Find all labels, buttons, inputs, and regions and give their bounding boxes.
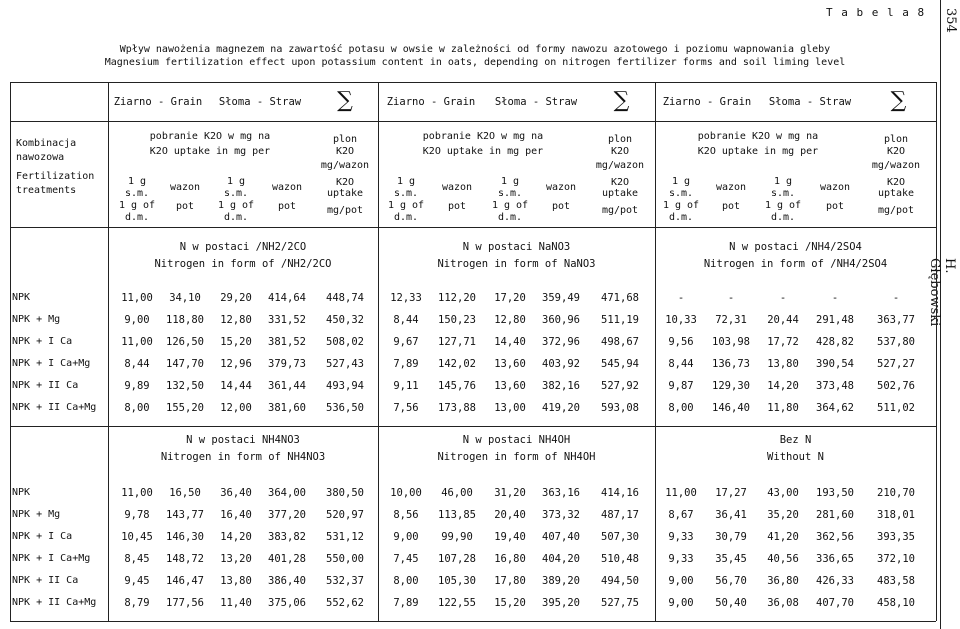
table-cell: 129,30: [712, 380, 750, 392]
pot-label-1-1: pot: [447, 201, 467, 212]
k2o-uptake-label-1: K2O uptake: [601, 177, 639, 199]
uptake-label-pl-1: pobranie K2O w mg na: [422, 131, 544, 142]
author-name: H. Głębowski: [927, 258, 957, 327]
table-cell: 404,20: [542, 553, 580, 565]
table-cell: 34,10: [169, 292, 201, 304]
table-cell: 193,50: [816, 487, 854, 499]
table-cell: 531,12: [326, 531, 364, 543]
table-cell: 155,20: [166, 402, 204, 414]
table-cell: 373,48: [816, 380, 854, 392]
table-cell: 36,40: [220, 487, 252, 499]
table-cell: 112,20: [438, 292, 476, 304]
table-cell: 364,00: [268, 487, 306, 499]
table-cell: 132,50: [166, 380, 204, 392]
table-cell: 550,00: [326, 553, 364, 565]
table-cell: 14,44: [220, 380, 252, 392]
table-cell: 43,00: [767, 487, 799, 499]
table-cell: 9,89: [124, 380, 150, 392]
section1-group2-pl: N w postaci NaNO3: [462, 241, 571, 253]
one-g-en-label-0-0: 1 g of d.m.: [118, 200, 156, 223]
table-cell: 40,56: [767, 553, 799, 565]
table-cell: 9,00: [668, 597, 694, 609]
sigma-icon-3: ∑: [890, 88, 907, 113]
one-g-label-1-0: 1 g s.m.: [393, 176, 419, 199]
section2-group2-en: Nitrogen in form of NH4OH: [437, 451, 596, 463]
one-g-en-label-2-2: 1 g of d.m.: [764, 200, 802, 223]
table-cell: 126,50: [166, 336, 204, 348]
section1-group1-pl: N w postaci /NH2/2CO: [179, 241, 307, 253]
table-cell: 403,92: [542, 358, 580, 370]
uptake-label-en-1: K2O uptake in mg per: [422, 146, 544, 157]
table-cell: 510,48: [601, 553, 639, 565]
table-cell: 527,75: [601, 597, 639, 609]
table-cell: 407,40: [542, 531, 580, 543]
table-cell: 30,79: [715, 531, 747, 543]
table-cell: 383,82: [268, 531, 306, 543]
table-cell: 507,30: [601, 531, 639, 543]
row-label: NPK: [12, 487, 31, 498]
table-cell: 372,10: [877, 553, 915, 565]
table-cell: 143,77: [166, 509, 204, 521]
section2-group2-pl: N w postaci NH4OH: [462, 434, 571, 446]
table-cell: 419,20: [542, 402, 580, 414]
table-cell: 150,23: [438, 314, 476, 326]
table-cell: 361,44: [268, 380, 306, 392]
wazon-label-2-3: wazon: [819, 182, 851, 193]
table-cell: 8,44: [668, 358, 694, 370]
one-g-label-0-2: 1 g s.m.: [223, 176, 249, 199]
table-cell: 15,20: [220, 336, 252, 348]
table-cell: 56,70: [715, 575, 747, 587]
table-cell: 483,58: [877, 575, 915, 587]
one-g-label-2-2: 1 g s.m.: [770, 176, 796, 199]
table-cell: -: [892, 292, 900, 304]
table-cell: 11,00: [665, 487, 697, 499]
table-cell: 36,80: [767, 575, 799, 587]
table-cell: 8,00: [124, 402, 150, 414]
mg-pot-label-2: mg/pot: [877, 205, 915, 216]
table-cell: 331,52: [268, 314, 306, 326]
one-g-en-label-1-0: 1 g of d.m.: [387, 200, 425, 223]
table-cell: 448,74: [326, 292, 364, 304]
table-cell: 508,02: [326, 336, 364, 348]
table-cell: 390,54: [816, 358, 854, 370]
one-g-label-2-0: 1 g s.m.: [668, 176, 694, 199]
table-cell: 336,65: [816, 553, 854, 565]
k2o-label-0: K2O: [335, 146, 355, 157]
table-cell: 13,80: [767, 358, 799, 370]
table-cell: 13,20: [220, 553, 252, 565]
table-cell: 16,40: [220, 509, 252, 521]
table-cell: 8,67: [668, 509, 694, 521]
table-cell: 502,76: [877, 380, 915, 392]
table-cell: 103,98: [712, 336, 750, 348]
table-cell: 375,06: [268, 597, 306, 609]
section2-group3-pl: Bez N: [779, 434, 812, 446]
table-cell: 10,45: [121, 531, 153, 543]
wazon-label-0-1: wazon: [169, 182, 201, 193]
table-cell: 10,33: [665, 314, 697, 326]
table-cell: 318,01: [877, 509, 915, 521]
table-cell: 393,35: [877, 531, 915, 543]
table-cell: 13,00: [494, 402, 526, 414]
table-cell: 177,56: [166, 597, 204, 609]
table-cell: 363,16: [542, 487, 580, 499]
table-cell: 15,20: [494, 597, 526, 609]
mg-pot-label-0: mg/pot: [326, 205, 364, 216]
table-cell: 10,00: [390, 487, 422, 499]
table-cell: 20,44: [767, 314, 799, 326]
one-g-label-1-2: 1 g s.m.: [497, 176, 523, 199]
table-cell: 136,73: [712, 358, 750, 370]
table-cell: 113,85: [438, 509, 476, 521]
table-cell: 13,60: [494, 380, 526, 392]
header-grain-1: Ziarno - Grain: [113, 96, 203, 108]
one-g-en-label-1-2: 1 g of d.m.: [491, 200, 529, 223]
table-cell: 8,56: [393, 509, 419, 521]
table-cell: 9,67: [393, 336, 419, 348]
wazon-label-1-3: wazon: [545, 182, 577, 193]
k2o-uptake-label-2: K2O uptake: [877, 177, 915, 199]
k2o-label-2: K2O: [886, 146, 906, 157]
table-cell: 107,28: [438, 553, 476, 565]
table-cell: 20,40: [494, 509, 526, 521]
table-cell: 9,33: [668, 531, 694, 543]
table-cell: 364,62: [816, 402, 854, 414]
table-cell: 13,60: [494, 358, 526, 370]
table-cell: 99,90: [441, 531, 473, 543]
table-cell: 537,80: [877, 336, 915, 348]
table-cell: 46,00: [441, 487, 473, 499]
table-cell: 511,19: [601, 314, 639, 326]
table-cell: 545,94: [601, 358, 639, 370]
table-cell: 532,37: [326, 575, 364, 587]
table-cell: 146,40: [712, 402, 750, 414]
table-cell: 12,33: [390, 292, 422, 304]
uptake-label-pl-0: pobranie K2O w mg na: [149, 131, 271, 142]
table-cell: 527,43: [326, 358, 364, 370]
table-cell: 29,20: [220, 292, 252, 304]
table-cell: 458,10: [877, 597, 915, 609]
table-cell: 12,96: [220, 358, 252, 370]
table-cell: 145,76: [438, 380, 476, 392]
header-grain-3: Ziarno - Grain: [662, 96, 752, 108]
table-cell: 122,55: [438, 597, 476, 609]
table-cell: 17,72: [767, 336, 799, 348]
table-cell: -: [677, 292, 685, 304]
table-cell: 9,00: [393, 531, 419, 543]
table-cell: 360,96: [542, 314, 580, 326]
table-cell: 9,33: [668, 553, 694, 565]
header-straw-1: Słoma - Straw: [218, 96, 302, 108]
uptake-label-pl-2: pobranie K2O w mg na: [697, 131, 819, 142]
table-cell: 9,78: [124, 509, 150, 521]
table-cell: 359,49: [542, 292, 580, 304]
table-cell: 9,45: [124, 575, 150, 587]
section2-group3-en: Without N: [767, 451, 824, 463]
section2-group1-pl: N w postaci NH4NO3: [186, 434, 300, 446]
uptake-label-en-0: K2O uptake in mg per: [149, 146, 271, 157]
table-cell: 31,20: [494, 487, 526, 499]
table-cell: 11,00: [121, 487, 153, 499]
header-grain-2: Ziarno - Grain: [386, 96, 476, 108]
table-cell: 372,96: [542, 336, 580, 348]
table-cell: 16,80: [494, 553, 526, 565]
table-cell: 527,27: [877, 358, 915, 370]
table-cell: 9,00: [668, 575, 694, 587]
uptake-label-en-2: K2O uptake in mg per: [697, 146, 819, 157]
table-cell: 414,64: [268, 292, 306, 304]
table-cell: 8,79: [124, 597, 150, 609]
section1-group2-en: Nitrogen in form of NaNO3: [437, 258, 596, 270]
table-cell: 401,28: [268, 553, 306, 565]
row-label: NPK + I Ca+Mg: [12, 358, 91, 369]
table-cell: 13,80: [220, 575, 252, 587]
wazon-label-1-1: wazon: [441, 182, 473, 193]
row-label: NPK + I Ca: [12, 531, 73, 542]
table-cell: 17,27: [715, 487, 747, 499]
one-g-en-label-0-2: 1 g of d.m.: [217, 200, 255, 223]
table-cell: 407,70: [816, 597, 854, 609]
page-number: 354: [943, 8, 958, 33]
table-cell: 17,20: [494, 292, 526, 304]
table-cell: 389,20: [542, 575, 580, 587]
table-cell: 9,56: [668, 336, 694, 348]
table-cell: 373,32: [542, 509, 580, 521]
plon-label-1: plon: [607, 134, 633, 145]
sigma-icon-2: ∑: [613, 88, 630, 113]
mg-wazon-label-2: mg/wazon: [871, 160, 921, 171]
table-cell: 12,80: [494, 314, 526, 326]
table-cell: 7,56: [393, 402, 419, 414]
one-g-label-0-0: 1 g s.m.: [124, 176, 150, 199]
table-cell: 11,40: [220, 597, 252, 609]
table-cell: 494,50: [601, 575, 639, 587]
table-cell: 146,47: [166, 575, 204, 587]
table-cell: 8,44: [124, 358, 150, 370]
header-straw-2: Słoma - Straw: [494, 96, 578, 108]
table-cell: 11,80: [767, 402, 799, 414]
table-cell: 8,00: [668, 402, 694, 414]
row-label: NPK + Mg: [12, 509, 61, 520]
table-cell: 9,00: [124, 314, 150, 326]
table-cell: 363,77: [877, 314, 915, 326]
table-label: T a b e l a 8: [826, 6, 926, 19]
table-cell: 536,50: [326, 402, 364, 414]
table-cell: 11,00: [121, 292, 153, 304]
table-cell: 14,20: [767, 380, 799, 392]
table-cell: 450,32: [326, 314, 364, 326]
table-cell: 9,11: [393, 380, 419, 392]
table-cell: 72,31: [715, 314, 747, 326]
row-label: NPK + II Ca: [12, 380, 79, 391]
table-cell: 105,30: [438, 575, 476, 587]
mg-wazon-label-0: mg/wazon: [320, 160, 370, 171]
pot-label-1-3: pot: [551, 201, 571, 212]
row-label: NPK: [12, 292, 31, 303]
table-cell: 35,20: [767, 509, 799, 521]
table-cell: 14,20: [220, 531, 252, 543]
table-cell: 381,60: [268, 402, 306, 414]
table-cell: 19,40: [494, 531, 526, 543]
pot-label-0-3: pot: [277, 201, 297, 212]
plon-label-0: plon: [332, 134, 358, 145]
pot-label-2-1: pot: [721, 201, 741, 212]
table-cell: 127,71: [438, 336, 476, 348]
table-cell: 36,41: [715, 509, 747, 521]
section1-group1-en: Nitrogen in form of /NH2/2CO: [154, 258, 332, 270]
wazon-label-0-3: wazon: [271, 182, 303, 193]
table-cell: 50,40: [715, 597, 747, 609]
table-cell: 35,45: [715, 553, 747, 565]
table-cell: 498,67: [601, 336, 639, 348]
table-cell: 8,45: [124, 553, 150, 565]
table-cell: 173,88: [438, 402, 476, 414]
row-label: NPK + I Ca: [12, 336, 73, 347]
table-cell: 148,72: [166, 553, 204, 565]
header-straw-3: Słoma - Straw: [768, 96, 852, 108]
pot-label-0-1: pot: [175, 201, 195, 212]
k2o-label-1: K2O: [610, 146, 630, 157]
table-cell: 11,00: [121, 336, 153, 348]
combination-label-en: Fertilization treatments: [16, 171, 95, 196]
table-cell: 414,16: [601, 487, 639, 499]
pot-label-2-3: pot: [825, 201, 845, 212]
row-label: NPK + I Ca+Mg: [12, 553, 91, 564]
plon-label-2: plon: [883, 134, 909, 145]
table-cell: 380,50: [326, 487, 364, 499]
table-cell: 36,08: [767, 597, 799, 609]
table-cell: 146,30: [166, 531, 204, 543]
table-cell: 41,20: [767, 531, 799, 543]
wazon-label-2-1: wazon: [715, 182, 747, 193]
table-cell: 17,80: [494, 575, 526, 587]
table-cell: 12,80: [220, 314, 252, 326]
table-cell: 8,00: [393, 575, 419, 587]
one-g-en-label-2-0: 1 g of d.m.: [662, 200, 700, 223]
table-cell: 8,44: [393, 314, 419, 326]
sigma-icon-1: ∑: [337, 88, 353, 113]
table-cell: 7,89: [393, 358, 419, 370]
table-cell: 381,52: [268, 336, 306, 348]
table-cell: 552,62: [326, 597, 364, 609]
table-cell: 291,48: [816, 314, 854, 326]
section2-group1-en: Nitrogen in form of NH4NO3: [160, 451, 326, 463]
row-label: NPK + Mg: [12, 314, 61, 325]
table-cell: 362,56: [816, 531, 854, 543]
table-cell: 379,73: [268, 358, 306, 370]
table-cell: 9,87: [668, 380, 694, 392]
table-cell: -: [727, 292, 735, 304]
table-cell: 593,08: [601, 402, 639, 414]
table-cell: 16,50: [169, 487, 201, 499]
table-cell: 142,02: [438, 358, 476, 370]
table-cell: 493,94: [326, 380, 364, 392]
table-cell: 382,16: [542, 380, 580, 392]
table-cell: 520,97: [326, 509, 364, 521]
table-cell: -: [779, 292, 787, 304]
table-cell: 118,80: [166, 314, 204, 326]
title-polish: Wpływ nawożenia magnezem na zawartość potasu w owsie w zależności od formy nawozu azotowego i poziomu wapnowania gleby: [119, 44, 831, 55]
table-cell: 471,68: [601, 292, 639, 304]
table-cell: 377,20: [268, 509, 306, 521]
table-cell: 386,40: [268, 575, 306, 587]
table-cell: 210,70: [877, 487, 915, 499]
table-cell: -: [831, 292, 839, 304]
mg-pot-label-1: mg/pot: [601, 205, 639, 216]
row-label: NPK + II Ca+Mg: [12, 402, 97, 413]
table-cell: 395,20: [542, 597, 580, 609]
table-cell: 7,89: [393, 597, 419, 609]
table-cell: 14,40: [494, 336, 526, 348]
table-cell: 7,45: [393, 553, 419, 565]
table-cell: 12,00: [220, 402, 252, 414]
mg-wazon-label-1: mg/wazon: [595, 160, 645, 171]
title-english: Magnesium fertilization effect upon potassium content in oats, depending on nitrogen fertilizer forms and soil liming level: [104, 57, 846, 68]
table-cell: 426,33: [816, 575, 854, 587]
table-cell: 511,02: [877, 402, 915, 414]
table-cell: 527,92: [601, 380, 639, 392]
row-label: NPK + II Ca+Mg: [12, 597, 97, 608]
section1-group3-en: Nitrogen in form of /NH4/2SO4: [703, 258, 888, 270]
table-cell: 428,82: [816, 336, 854, 348]
section1-group3-pl: N w postaci /NH4/2SO4: [729, 241, 862, 253]
row-label: NPK + II Ca: [12, 575, 79, 586]
k2o-uptake-label-0: K2O uptake: [326, 177, 364, 199]
table-cell: 281,60: [816, 509, 854, 521]
table-cell: 487,17: [601, 509, 639, 521]
combination-label-pl: Kombinacja nawozowa: [16, 138, 77, 163]
table-cell: 147,70: [166, 358, 204, 370]
